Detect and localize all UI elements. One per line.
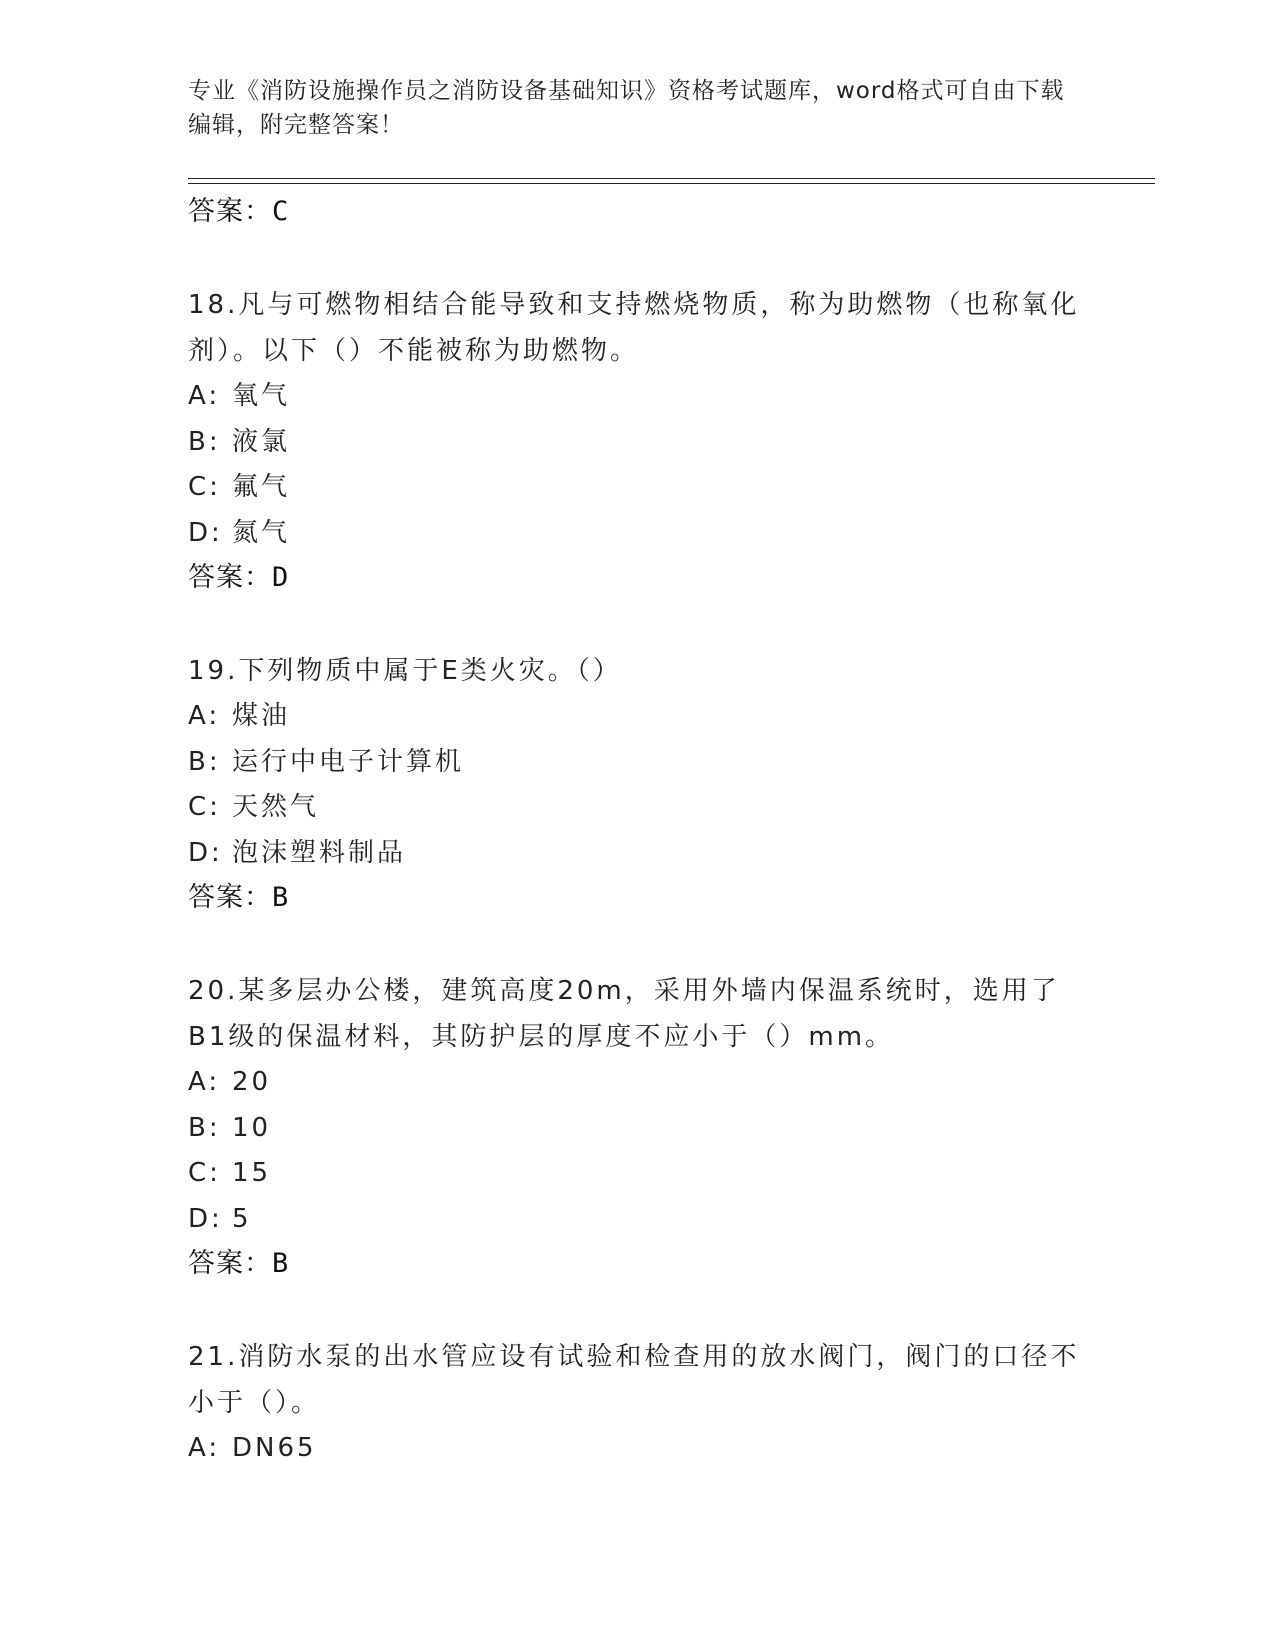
answer-value: B: [272, 1248, 290, 1279]
answer-line: [188, 190, 1088, 234]
option-text: 氮气: [232, 517, 291, 548]
option-a: [188, 374, 1088, 420]
option-c: [188, 465, 1088, 511]
option-text: 20: [232, 1067, 272, 1097]
option-b: [188, 1106, 1088, 1152]
question-20: [188, 968, 1088, 1286]
option-d: [188, 511, 1088, 557]
answer-line: [188, 556, 1088, 600]
question-text: 18.凡与可燃物相结合能导致和支持燃烧物质，称为助燃物（也称氧化剂）。以下（）不能被称为助燃物。: [188, 290, 1080, 366]
option-letter: C:: [188, 1158, 221, 1188]
option-a: [188, 694, 1088, 740]
question-text: 21.消防水泵的出水管应设有试验和检查用的放水阀门，阀门的口径不小于（）。: [188, 1342, 1080, 1418]
answer-line: [188, 1242, 1088, 1286]
answer-label: 答案：: [188, 562, 272, 593]
answer-label: 答案：: [188, 1248, 272, 1279]
question-21: [188, 1334, 1088, 1472]
option-text: 10: [232, 1112, 272, 1143]
option-letter: A:: [188, 381, 221, 411]
option-letter: B:: [188, 746, 221, 777]
option-text: DN65: [232, 1433, 317, 1463]
option-text: 氧气: [232, 381, 291, 411]
option-letter: C:: [188, 792, 221, 822]
option-d: [188, 1197, 1088, 1243]
option-text: 5: [232, 1203, 252, 1234]
question-list: [188, 190, 1088, 1472]
option-c: [188, 1151, 1088, 1197]
option-letter: D:: [188, 517, 223, 548]
question-19: [188, 648, 1088, 920]
option-letter: D:: [188, 1203, 223, 1234]
header-divider-bottom: [188, 183, 1155, 184]
option-letter: A:: [188, 701, 221, 731]
option-letter: A:: [188, 1433, 221, 1463]
question-text: 20.某多层办公楼，建筑高度20m，采用外墙内保温系统时，选用了B1级的保温材料，其防护层的厚度不应小于（）mm。: [188, 976, 1060, 1052]
answer-value: D: [272, 562, 290, 593]
answer-label: 答案：: [188, 882, 272, 913]
option-a: [188, 1060, 1088, 1106]
option-text: 天然气: [232, 792, 320, 822]
option-letter: B:: [188, 1112, 221, 1143]
answer-value: C: [272, 196, 290, 227]
option-letter: C:: [188, 472, 221, 502]
option-b: [188, 420, 1088, 466]
option-letter: A:: [188, 1067, 221, 1097]
option-text: 运行中电子计算机: [232, 746, 465, 777]
option-c: [188, 785, 1088, 831]
option-text: 氟气: [232, 472, 291, 502]
answer-value: B: [272, 882, 290, 913]
option-letter: B:: [188, 426, 221, 457]
header-divider-top: [188, 178, 1155, 179]
option-a: [188, 1426, 1088, 1472]
option-text: 泡沫塑料制品: [232, 837, 407, 868]
option-text: 煤油: [232, 701, 291, 731]
option-b: [188, 740, 1088, 786]
option-text: 液氯: [232, 426, 291, 457]
answer-line: [188, 876, 1088, 920]
document-header: 专业《消防设施操作员之消防设备基础知识》资格考试题库，word格式可自由下载编辑，附完整答案！: [188, 78, 1065, 138]
answer-label: 答案：: [188, 196, 272, 227]
option-text: 15: [232, 1158, 272, 1188]
question-18: [188, 282, 1088, 600]
option-letter: D:: [188, 837, 223, 868]
option-d: [188, 831, 1088, 877]
question-text: 19.下列物质中属于E类火灾。（）: [188, 656, 622, 686]
